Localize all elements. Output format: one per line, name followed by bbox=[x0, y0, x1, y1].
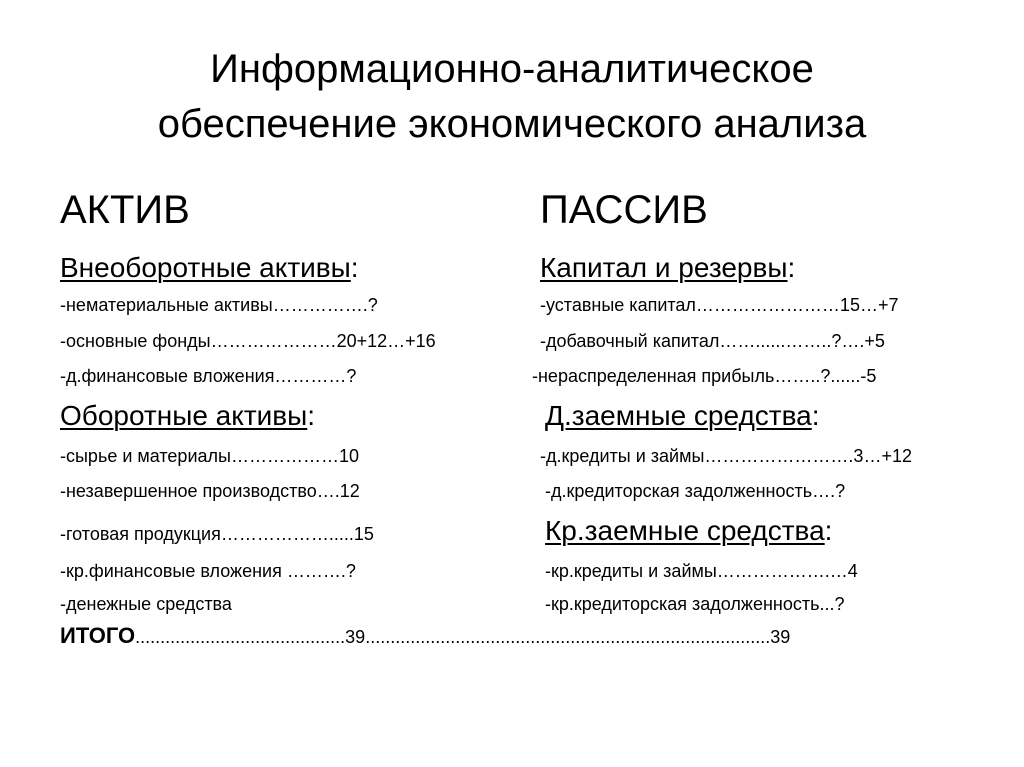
list-item: -д.финансовые вложения…………? bbox=[60, 366, 357, 386]
list-item: -готовая продукция……………….....15 bbox=[60, 524, 374, 544]
section-title: Оборотные активы bbox=[60, 400, 308, 431]
list-item: -кр.кредиторская задолженность...? bbox=[545, 594, 845, 614]
passiv-section-shortterm bbox=[545, 515, 832, 547]
section-suffix: : bbox=[307, 400, 316, 431]
total-right-dots: ................................................................................. bbox=[365, 627, 771, 647]
total-right-value: 39 bbox=[770, 627, 791, 647]
passiv-section-capital bbox=[540, 252, 795, 284]
title-line-1: Информационно-аналитическое bbox=[210, 47, 814, 91]
list-item: -добавочный капитал……......……..?….+5 bbox=[540, 331, 885, 351]
list-item: -нематериальные активы…………….? bbox=[60, 295, 378, 315]
aktiv-section-current bbox=[60, 400, 315, 432]
title-line-2: обеспечение экономического анализа bbox=[157, 102, 867, 146]
aktiv-section-noncurrent bbox=[60, 252, 359, 284]
section-suffix: : bbox=[350, 252, 359, 283]
total-left-dots: .......................................... bbox=[135, 627, 346, 647]
list-item: -незавершенное производство….12 bbox=[60, 481, 360, 501]
list-item: -денежные средства bbox=[60, 594, 232, 614]
section-suffix: : bbox=[811, 400, 820, 431]
section-title: Капитал и резервы bbox=[540, 252, 788, 283]
list-item: -основные фонды…………………20+12…+16 bbox=[60, 331, 436, 351]
section-title: Внеоборотные активы bbox=[60, 252, 351, 283]
total-left-value: 39 bbox=[345, 627, 366, 647]
passiv-section-longterm bbox=[545, 400, 820, 432]
list-item: -д.кредиты и займы…………………….3…+12 bbox=[540, 446, 912, 466]
list-item: -д.кредиторская задолженность….? bbox=[545, 481, 846, 501]
aktiv-heading: АКТИВ bbox=[60, 188, 190, 232]
list-item: -кр.кредиты и займы……………….…4 bbox=[545, 561, 858, 581]
total-row bbox=[60, 623, 790, 649]
section-suffix: : bbox=[824, 515, 833, 546]
slide-title bbox=[0, 42, 1024, 152]
list-item: -нераспределенная прибыль……..?......-5 bbox=[532, 366, 877, 386]
section-suffix: : bbox=[787, 252, 796, 283]
section-title: Кр.заемные средства bbox=[545, 515, 825, 546]
total-label: ИТОГО bbox=[60, 623, 136, 648]
list-item: -кр.финансовые вложения ……….? bbox=[60, 561, 356, 581]
list-item: -сырье и материалы………………10 bbox=[60, 446, 359, 466]
list-item: -уставные капитал……………………15…+7 bbox=[540, 295, 899, 315]
section-title: Д.заемные средства bbox=[545, 400, 812, 431]
passiv-heading: ПАССИВ bbox=[540, 188, 708, 232]
